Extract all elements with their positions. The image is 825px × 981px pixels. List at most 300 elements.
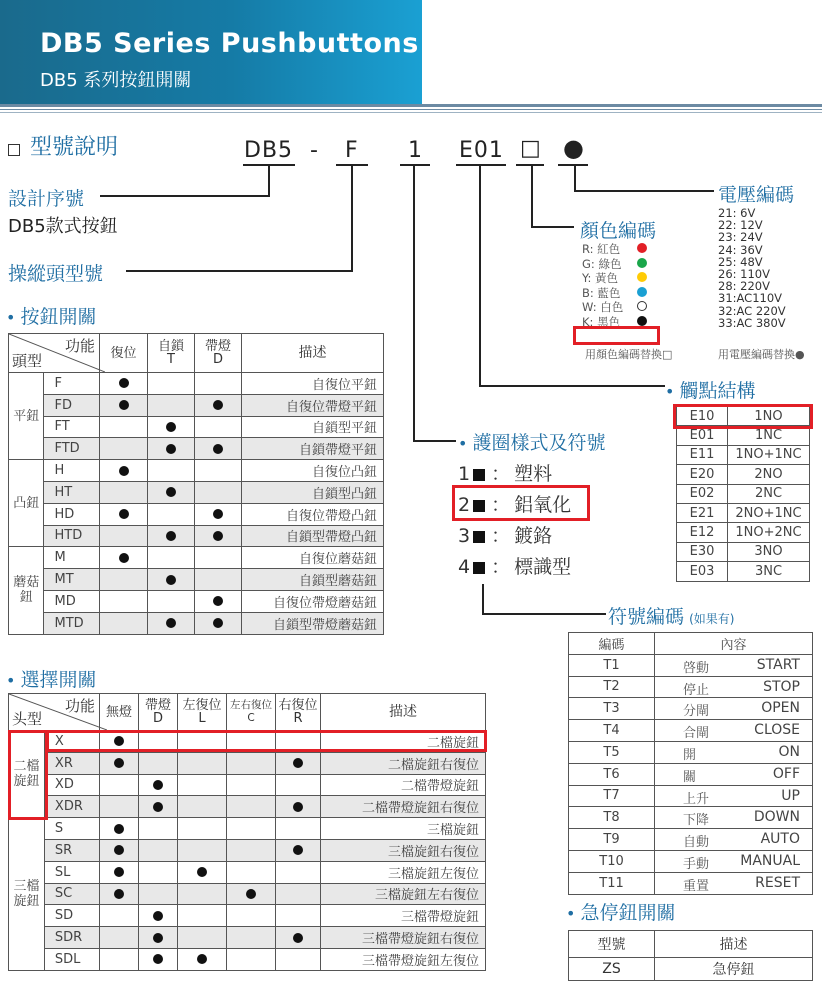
table-row bbox=[9, 796, 486, 818]
header-func: 功能 bbox=[64, 337, 95, 355]
mark-cell bbox=[100, 861, 139, 883]
row-desc: 三檔旋鈕左復位 bbox=[321, 861, 486, 883]
color-note: 用顏色編碼替換□ bbox=[585, 348, 673, 361]
symbol-row bbox=[569, 720, 813, 742]
row-code: SDR bbox=[44, 927, 99, 949]
voltage-item: 23: 24V bbox=[718, 230, 763, 245]
table-row bbox=[9, 883, 486, 905]
estop-head-model: 型號 bbox=[569, 931, 655, 958]
row-desc: 自復位帶燈蘑菇鈕 bbox=[242, 590, 384, 612]
mark-cell bbox=[100, 460, 148, 482]
highlight-box bbox=[8, 730, 48, 820]
symbol-en: DOWN bbox=[753, 809, 800, 826]
mark-cell bbox=[148, 590, 195, 612]
mark-cell bbox=[227, 818, 276, 840]
mark-cell bbox=[195, 612, 242, 634]
model-part-db5: DB5 bbox=[244, 138, 294, 163]
color-item bbox=[582, 285, 662, 300]
mark-cell bbox=[178, 752, 227, 774]
mark-cell bbox=[276, 839, 321, 861]
model-part-1: 1 bbox=[408, 138, 423, 163]
symbol-row bbox=[569, 850, 813, 872]
highlight-box bbox=[452, 485, 590, 521]
row-desc: 二檔帶燈旋鈕 bbox=[321, 774, 486, 796]
mark-cell bbox=[100, 481, 148, 503]
dot-icon bbox=[166, 618, 176, 628]
dot-icon bbox=[197, 867, 207, 877]
group-label: 三檔 旋鈕 bbox=[9, 818, 45, 971]
row-code: M bbox=[44, 547, 100, 569]
mark-cell bbox=[148, 460, 195, 482]
design-value: DB5款式按鈕 bbox=[8, 216, 118, 237]
connector bbox=[413, 440, 456, 442]
pushbutton-title: 按鈕開關 bbox=[20, 306, 97, 328]
contact-code: E11 bbox=[677, 445, 728, 464]
group-label: 蘑菇 鈕 bbox=[9, 547, 44, 634]
row-desc: 二檔旋鈕 bbox=[321, 731, 486, 753]
row-desc: 自鎖型帶燈蘑菇鈕 bbox=[242, 612, 384, 634]
mark-cell bbox=[139, 861, 178, 883]
model-section-heading bbox=[8, 130, 118, 161]
contact-code: E12 bbox=[677, 523, 728, 542]
column-header: 描述 bbox=[321, 694, 486, 731]
contact-code: E03 bbox=[677, 562, 728, 581]
column-header: 無燈 bbox=[100, 694, 139, 731]
symbol-row bbox=[569, 763, 813, 785]
symbol-content bbox=[655, 741, 813, 763]
symbol-en: ON bbox=[778, 743, 800, 760]
row-desc: 自復位帶燈平鈕 bbox=[242, 394, 384, 416]
pushbutton-heading: • 按鈕開關 bbox=[6, 306, 97, 328]
contact-code: E30 bbox=[677, 542, 728, 561]
mark-cell bbox=[100, 883, 139, 905]
estop-head-desc: 描述 bbox=[655, 931, 813, 958]
highlight-box bbox=[573, 326, 660, 345]
contact-row bbox=[677, 445, 810, 464]
mark-cell bbox=[139, 774, 178, 796]
table-row bbox=[9, 569, 384, 591]
symbol-en: UP bbox=[781, 787, 800, 804]
row-desc: 自復位蘑菇鈕 bbox=[242, 547, 384, 569]
symbol-content bbox=[655, 850, 813, 872]
contact-desc: 2NO+1NC bbox=[728, 503, 810, 522]
title-banner bbox=[0, 0, 422, 104]
table-row bbox=[9, 774, 486, 796]
mark-cell bbox=[148, 481, 195, 503]
column-header: 左右復位 C bbox=[227, 694, 276, 731]
row-desc: 自鎖型凸鈕 bbox=[242, 481, 384, 503]
table-row bbox=[9, 503, 384, 525]
symbol-code: T11 bbox=[569, 872, 655, 894]
mark-cell bbox=[100, 590, 148, 612]
mark-cell bbox=[178, 818, 227, 840]
mark-cell bbox=[227, 752, 276, 774]
guard-text: 鋁氧化 bbox=[514, 494, 572, 516]
guard-text: 塑料 bbox=[514, 463, 553, 485]
row-desc: 二檔帶燈旋鈕右復位 bbox=[321, 796, 486, 818]
table-row bbox=[9, 752, 486, 774]
voltage-item: 26: 110V bbox=[718, 267, 770, 282]
color-item bbox=[582, 241, 662, 256]
mark-cell bbox=[100, 547, 148, 569]
row-desc: 三檔旋鈕 bbox=[321, 818, 486, 840]
symbol-cn: 啓動 bbox=[683, 660, 710, 676]
mark-cell bbox=[100, 905, 139, 927]
guard-num: 2 bbox=[458, 494, 471, 516]
selector-title: 選擇開關 bbox=[20, 669, 97, 691]
table-row bbox=[9, 394, 384, 416]
color-dot-icon bbox=[637, 287, 647, 297]
mark-cell bbox=[139, 905, 178, 927]
symbol-row bbox=[569, 741, 813, 763]
symbol-content bbox=[655, 698, 813, 720]
title-en: DB5 Series Pushbuttons bbox=[40, 28, 419, 59]
column-header: 描述 bbox=[242, 334, 384, 373]
connector bbox=[482, 584, 484, 614]
symbol-content bbox=[655, 654, 813, 676]
symbol-content bbox=[655, 720, 813, 742]
mark-cell bbox=[100, 438, 148, 460]
group-label: 凸鈕 bbox=[9, 460, 44, 547]
row-code: SD bbox=[44, 905, 99, 927]
color-item bbox=[582, 299, 662, 314]
model-part-e01: E01 bbox=[459, 138, 504, 163]
mark-cell bbox=[148, 612, 195, 634]
mark-cell bbox=[195, 503, 242, 525]
mark-cell bbox=[148, 525, 195, 547]
mark-cell bbox=[100, 503, 148, 525]
symbol-row bbox=[569, 654, 813, 676]
underline bbox=[400, 164, 430, 166]
header-rule bbox=[0, 104, 822, 107]
row-desc: 三檔帶燈旋鈕右復位 bbox=[321, 927, 486, 949]
guard-sep: ： bbox=[491, 494, 511, 516]
dot-icon bbox=[246, 889, 256, 899]
mark-cell bbox=[276, 861, 321, 883]
pushbutton-table bbox=[8, 333, 384, 635]
mark-cell bbox=[178, 927, 227, 949]
connector bbox=[126, 270, 353, 272]
color-list bbox=[582, 241, 662, 329]
voltage-list bbox=[718, 207, 786, 329]
mark-cell bbox=[148, 416, 195, 438]
mark-cell bbox=[178, 839, 227, 861]
contact-code: E02 bbox=[677, 484, 728, 503]
dot-icon bbox=[197, 954, 207, 964]
dot-icon bbox=[153, 911, 163, 921]
mark-cell bbox=[276, 927, 321, 949]
mark-cell bbox=[139, 752, 178, 774]
row-code: FTD bbox=[44, 438, 100, 460]
guard-item bbox=[458, 522, 571, 553]
connector bbox=[479, 165, 481, 386]
voltage-item: 32:AC 220V bbox=[718, 303, 786, 318]
estop-model: ZS bbox=[569, 958, 655, 981]
row-desc: 自鎖帶燈平鈕 bbox=[242, 438, 384, 460]
mark-cell bbox=[178, 883, 227, 905]
table-row bbox=[9, 818, 486, 840]
mark-cell bbox=[276, 796, 321, 818]
row-desc: 三檔帶燈旋鈕 bbox=[321, 905, 486, 927]
dot-icon bbox=[119, 553, 129, 563]
color-label: K: 黑色 bbox=[582, 314, 621, 329]
contact-desc: 1NO+1NC bbox=[728, 445, 810, 464]
dot-icon bbox=[166, 531, 176, 541]
contact-desc: 1NO+2NC bbox=[728, 523, 810, 542]
contact-row bbox=[677, 542, 810, 561]
row-code: SC bbox=[44, 883, 99, 905]
symbol-title: 符號編碼 bbox=[608, 606, 685, 628]
dot-icon bbox=[114, 889, 124, 899]
contact-row bbox=[677, 484, 810, 503]
symbol-en: RESET bbox=[755, 874, 800, 891]
row-code: HD bbox=[44, 503, 100, 525]
guard-heading: • 護圈樣式及符號 bbox=[458, 432, 606, 454]
mark-cell bbox=[139, 796, 178, 818]
connector bbox=[531, 226, 574, 228]
connector bbox=[482, 613, 606, 615]
mark-cell bbox=[195, 525, 242, 547]
mark-cell bbox=[100, 796, 139, 818]
guard-num: 3 bbox=[458, 525, 471, 547]
symbol-code: T3 bbox=[569, 698, 655, 720]
model-part-f: F bbox=[345, 138, 359, 163]
row-desc: 自復位平鈕 bbox=[242, 373, 384, 395]
mark-cell bbox=[227, 839, 276, 861]
mark-cell bbox=[195, 373, 242, 395]
connector bbox=[100, 195, 270, 197]
mark-cell bbox=[227, 927, 276, 949]
dot-icon bbox=[213, 509, 223, 519]
guard-sep: ： bbox=[491, 556, 511, 578]
mark-cell bbox=[100, 373, 148, 395]
table-row bbox=[9, 525, 384, 547]
voltage-note: 用電壓編碼替換● bbox=[718, 348, 805, 361]
row-code: HT bbox=[44, 481, 100, 503]
symbol-code: T1 bbox=[569, 654, 655, 676]
table-header bbox=[569, 633, 813, 655]
column-header: 自鎖 T bbox=[148, 334, 195, 373]
column-header: 帶燈 D bbox=[195, 334, 242, 373]
underline bbox=[456, 164, 506, 166]
selector-heading: • 選擇開關 bbox=[6, 669, 97, 691]
mark-cell bbox=[195, 416, 242, 438]
voltage-item: 28: 220V bbox=[718, 279, 770, 294]
symbol-en: OFF bbox=[772, 765, 800, 782]
table-header bbox=[9, 334, 384, 373]
symbol-cn: 停止 bbox=[683, 682, 710, 698]
table-row bbox=[9, 460, 384, 482]
dot-icon bbox=[153, 954, 163, 964]
symbol-en: CLOSE bbox=[754, 722, 800, 739]
mark-cell bbox=[227, 796, 276, 818]
symbol-cn: 關 bbox=[683, 769, 697, 785]
mark-cell bbox=[195, 481, 242, 503]
row-code: HTD bbox=[44, 525, 100, 547]
table-row bbox=[9, 905, 486, 927]
contact-code: E01 bbox=[677, 426, 728, 445]
dot-icon bbox=[293, 933, 303, 943]
color-dot-icon bbox=[637, 258, 647, 268]
mark-cell bbox=[148, 373, 195, 395]
estop-heading: • 急停鈕開關 bbox=[566, 902, 676, 924]
mark-cell bbox=[276, 818, 321, 840]
connector bbox=[268, 165, 270, 196]
row-code: H bbox=[44, 460, 100, 482]
table-row bbox=[9, 590, 384, 612]
row-code: SR bbox=[44, 839, 99, 861]
estop-title: 急停鈕開關 bbox=[580, 902, 676, 924]
voltage-item: 25: 48V bbox=[718, 254, 763, 269]
mark-cell bbox=[227, 883, 276, 905]
table-row bbox=[9, 481, 384, 503]
symbol-en: MANUAL bbox=[740, 852, 800, 869]
symbol-code: T6 bbox=[569, 763, 655, 785]
underline bbox=[558, 164, 588, 166]
row-code: S bbox=[44, 818, 99, 840]
column-header: 帶燈 D bbox=[139, 694, 178, 731]
dot-icon bbox=[119, 466, 129, 476]
contact-desc: 1NC bbox=[728, 426, 810, 445]
voltage-item: 31:AC110V bbox=[718, 291, 783, 306]
table-row bbox=[9, 612, 384, 634]
symbol-cn: 手動 bbox=[683, 856, 710, 872]
table-row bbox=[9, 373, 384, 395]
square-icon bbox=[473, 469, 485, 481]
mark-cell bbox=[100, 774, 139, 796]
row-desc: 三檔旋鈕左右復位 bbox=[321, 883, 486, 905]
row-desc: 自鎖型蘑菇鈕 bbox=[242, 569, 384, 591]
mark-cell bbox=[100, 839, 139, 861]
contact-table bbox=[676, 406, 810, 582]
highlight-box bbox=[46, 730, 487, 752]
dot-icon bbox=[166, 444, 176, 454]
row-desc: 自復位凸鈕 bbox=[242, 460, 384, 482]
contact-row bbox=[677, 503, 810, 522]
symbol-title-note: (如果有) bbox=[689, 612, 735, 626]
mark-cell bbox=[139, 927, 178, 949]
symbol-row bbox=[569, 872, 813, 894]
dot-icon bbox=[166, 575, 176, 585]
contact-heading: • 觸點結構 bbox=[665, 380, 756, 402]
mark-cell bbox=[148, 394, 195, 416]
row-code: SL bbox=[44, 861, 99, 883]
symbol-table bbox=[568, 632, 813, 895]
symbol-cn: 自動 bbox=[683, 835, 710, 851]
mark-cell bbox=[148, 569, 195, 591]
connector bbox=[574, 165, 576, 191]
mark-cell bbox=[195, 547, 242, 569]
contact-desc: 1NO bbox=[728, 407, 810, 426]
symbol-content bbox=[655, 763, 813, 785]
mark-cell bbox=[139, 839, 178, 861]
mark-cell bbox=[139, 883, 178, 905]
contact-row bbox=[677, 562, 810, 581]
column-header: 右復位 R bbox=[276, 694, 321, 731]
symbol-content bbox=[655, 829, 813, 851]
symbol-head-code: 編碼 bbox=[569, 633, 655, 655]
symbol-code: T9 bbox=[569, 829, 655, 851]
mark-cell bbox=[178, 905, 227, 927]
dot-icon bbox=[293, 802, 303, 812]
title-cn: DB5 系列按鈕開關 bbox=[40, 70, 192, 91]
voltage-item: 24: 36V bbox=[718, 242, 763, 257]
row-code: XR bbox=[44, 752, 99, 774]
dot-icon bbox=[293, 758, 303, 768]
contact-title: 觸點結構 bbox=[679, 380, 756, 402]
color-dot-icon bbox=[637, 301, 647, 311]
symbol-cn: 開 bbox=[683, 747, 697, 763]
row-desc: 自鎖型帶燈凸鈕 bbox=[242, 525, 384, 547]
mark-cell bbox=[276, 905, 321, 927]
row-code: SDL bbox=[44, 948, 99, 970]
mark-cell bbox=[227, 905, 276, 927]
symbol-content bbox=[655, 785, 813, 807]
mark-cell bbox=[276, 883, 321, 905]
dot-icon bbox=[114, 845, 124, 855]
mark-cell bbox=[195, 394, 242, 416]
mark-cell bbox=[276, 774, 321, 796]
column-header: 左復位 L bbox=[178, 694, 227, 731]
color-dot-icon bbox=[637, 316, 647, 326]
model-section-title: 型號說明 bbox=[30, 135, 119, 160]
row-desc: 三檔帶燈旋鈕左復位 bbox=[321, 948, 486, 970]
square-icon bbox=[473, 562, 485, 574]
symbol-row bbox=[569, 676, 813, 698]
mark-cell bbox=[195, 438, 242, 460]
table-row bbox=[9, 438, 384, 460]
color-label: Y: 黃色 bbox=[582, 271, 619, 286]
symbol-heading bbox=[608, 602, 734, 629]
connector bbox=[413, 165, 415, 441]
connector bbox=[351, 165, 353, 271]
symbol-row bbox=[569, 829, 813, 851]
contact-desc: 2NC bbox=[728, 484, 810, 503]
mark-cell bbox=[100, 752, 139, 774]
table-row bbox=[9, 839, 486, 861]
estop-desc: 急停鈕 bbox=[655, 958, 813, 981]
symbol-content bbox=[655, 807, 813, 829]
mark-cell bbox=[227, 861, 276, 883]
mark-cell bbox=[148, 547, 195, 569]
guard-text: 鍍鉻 bbox=[514, 525, 553, 547]
color-dot-icon bbox=[637, 272, 647, 282]
contact-code: E20 bbox=[677, 465, 728, 484]
guard-title: 護圈樣式及符號 bbox=[472, 432, 606, 454]
header-type: 头型 bbox=[12, 710, 43, 728]
voltage-item: 21: 6V bbox=[718, 206, 756, 220]
dot-icon bbox=[213, 531, 223, 541]
mark-cell bbox=[100, 394, 148, 416]
symbol-en: OPEN bbox=[761, 700, 800, 717]
highlight-box bbox=[673, 404, 813, 429]
mark-cell bbox=[195, 460, 242, 482]
contact-desc: 2NO bbox=[728, 465, 810, 484]
square-icon bbox=[473, 531, 485, 543]
row-desc: 自復位帶燈凸鈕 bbox=[242, 503, 384, 525]
model-part-dash: - bbox=[310, 138, 319, 163]
row-code: FD bbox=[44, 394, 100, 416]
dot-icon bbox=[213, 444, 223, 454]
symbol-en: START bbox=[756, 656, 800, 673]
mark-cell bbox=[148, 503, 195, 525]
dot-icon bbox=[166, 422, 176, 432]
underline bbox=[516, 164, 544, 166]
symbol-code: T8 bbox=[569, 807, 655, 829]
mark-cell bbox=[148, 438, 195, 460]
row-desc: 三檔旋鈕右復位 bbox=[321, 839, 486, 861]
connector bbox=[574, 190, 714, 192]
